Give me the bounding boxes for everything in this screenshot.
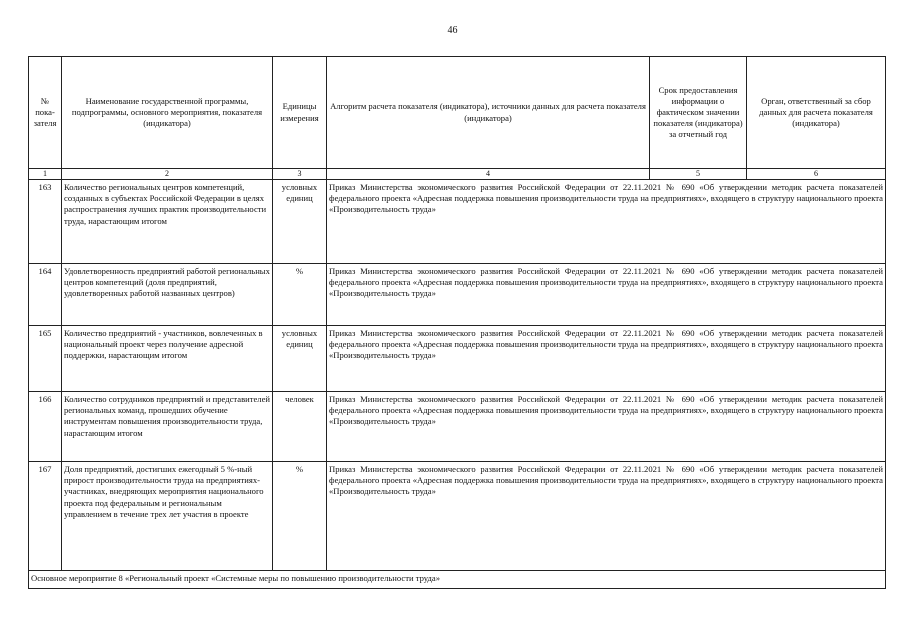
indicator-unit: % [273, 462, 327, 571]
header-unit: Единицы измерения [273, 57, 327, 169]
table-row [29, 462, 886, 571]
header-name: Наименование государственной программы, подпрограммы, основного мероприятия, показателя (индикатора) [62, 57, 273, 169]
column-number: 3 [273, 169, 327, 180]
indicator-unit: % [273, 264, 327, 326]
indicator-unit: человек [273, 392, 327, 462]
table-row [29, 264, 886, 326]
section-footer-row [29, 571, 886, 589]
header-deadline: Срок предоставления информации о фактическом значении показателя (индикатора) за отчетный год [650, 57, 747, 169]
page-number: 46 [447, 25, 458, 36]
header-indicator-number: № пока-зателя [29, 57, 62, 169]
table-row [29, 326, 886, 392]
column-numbers-row [29, 169, 886, 180]
indicator-unit: условных единиц [273, 180, 327, 264]
indicator-number: 166 [29, 392, 62, 462]
indicator-number: 163 [29, 180, 62, 264]
section-title: Основное мероприятие 8 «Региональный проект «Системные меры по повышению производительности труда» [29, 571, 886, 589]
indicator-name: Количество предприятий - участников, вовлеченных в национальный проект через получение адресной поддержки, нарастающим итогом [62, 326, 273, 392]
table-header-row [29, 57, 886, 169]
header-responsible-body: Орган, ответственный за сбор данных для расчета показателя (индикатора) [747, 57, 886, 169]
indicators-table [28, 56, 886, 589]
header-algorithm: Алгоритм расчета показателя (индикатора), источники данных для расчета показателя (индикатора) [327, 57, 650, 169]
indicator-algorithm: Приказ Министерства экономического развития Российской Федерации от 22.11.2021 № 690 «Об утверждении методик расчета показателей федерального проекта «Адресная поддержка повышения производительности труда на предприятиях», входящего в структуру национального проекта «Производительность труда» [327, 392, 886, 462]
column-number: 4 [327, 169, 650, 180]
indicator-number: 164 [29, 264, 62, 326]
column-number: 2 [62, 169, 273, 180]
indicator-number: 165 [29, 326, 62, 392]
table-row [29, 180, 886, 264]
indicator-algorithm: Приказ Министерства экономического развития Российской Федерации от 22.11.2021 № 690 «Об утверждении методик расчета показателей федерального проекта «Адресная поддержка повышения производительности труда на предприятиях», входящего в структуру национального проекта «Производительность труда» [327, 462, 886, 571]
indicator-unit: условных единиц [273, 326, 327, 392]
indicator-name: Удовлетворенность предприятий работой региональных центров компетенций (доля предприятий, удовлетворенных работой названных центров) [62, 264, 273, 326]
indicator-algorithm: Приказ Министерства экономического развития Российской Федерации от 22.11.2021 № 690 «Об утверждении методик расчета показателей федерального проекта «Адресная поддержка повышения производительности труда на предприятиях», входящего в структуру национального проекта «Производительность труда» [327, 264, 886, 326]
column-number: 1 [29, 169, 62, 180]
indicator-algorithm: Приказ Министерства экономического развития Российской Федерации от 22.11.2021 № 690 «Об утверждении методик расчета показателей федерального проекта «Адресная поддержка повышения производительности труда на предприятиях», входящего в структуру национального проекта «Производительность труда» [327, 180, 886, 264]
indicator-name: Количество региональных центров компетенций, созданных в субъектах Российской Федерации в целях распространения лучших практик производительности труда, нарастающим итогом [62, 180, 273, 264]
indicator-algorithm: Приказ Министерства экономического развития Российской Федерации от 22.11.2021 № 690 «Об утверждении методик расчета показателей федерального проекта «Адресная поддержка повышения производительности труда на предприятиях», входящего в структуру национального проекта «Производительность труда» [327, 326, 886, 392]
column-number: 5 [650, 169, 747, 180]
indicator-number: 167 [29, 462, 62, 571]
indicator-name: Количество сотрудников предприятий и представителей региональных команд, прошедших обучение инструментам повышения производительности труда, нарастающим итогом [62, 392, 273, 462]
column-number: 6 [747, 169, 886, 180]
table-row [29, 392, 886, 462]
indicator-name: Доля предприятий, достигших ежегодный 5 %-ный прирост производительности труда на предприятиях-участниках, внедряющих мероприятия национального проекта под федеральным и региональным управлением в течение трех лет участия в проекте [62, 462, 273, 571]
